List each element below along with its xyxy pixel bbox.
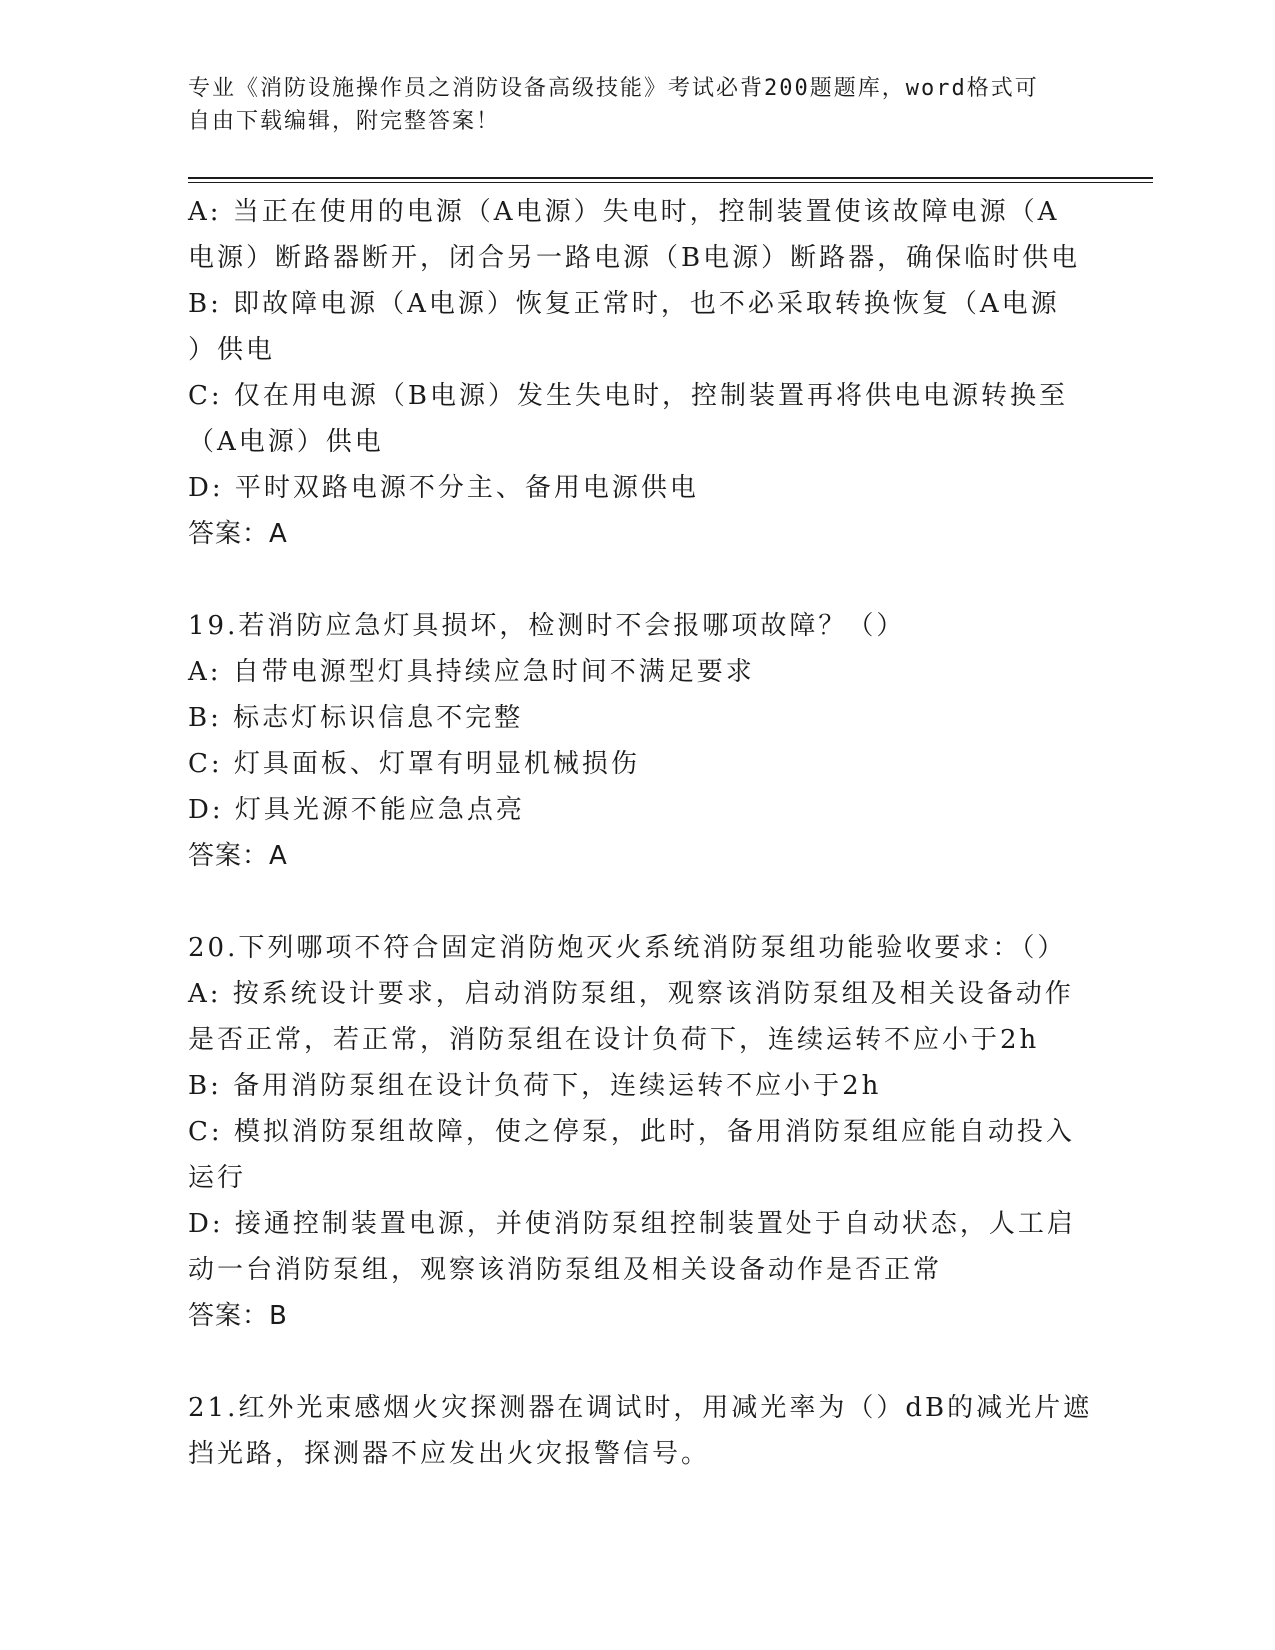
question-21-text-line-1: 21.红外光束感烟火灾探测器在调试时，用减光率为（）dB的减光片遮: [188, 1393, 1093, 1423]
question-20-block: [188, 925, 1088, 1339]
question-21-block: [188, 1385, 1093, 1477]
spacer: [188, 1339, 1088, 1385]
option-a-line-2: 电源）断路器断开，闭合另一路电源（B电源）断路器，确保临时供电: [188, 243, 1081, 273]
option-d-line-2: 动一台消防泵组，观察该消防泵组及相关设备动作是否正常: [188, 1255, 943, 1285]
option-c-line-2: 运行: [188, 1163, 247, 1193]
header-line-1: 专业《消防设施操作员之消防设备高级技能》考试必背200题题库，word格式可: [188, 76, 1039, 101]
option-b: B: 备用消防泵组在设计负荷下，连续运转不应小于2h: [188, 1071, 882, 1101]
option-d: D: 平时双路电源不分主、备用电源供电: [188, 473, 699, 503]
option-d: D: 灯具光源不能应急点亮: [188, 795, 525, 825]
option-a-line-2: 是否正常，若正常，消防泵组在设计负荷下，连续运转不应小于2h: [188, 1025, 1040, 1055]
option-b-line-2: ）供电: [188, 335, 276, 365]
question-list: [188, 189, 1093, 1477]
option-a: A: 自带电源型灯具持续应急时间不满足要求: [188, 657, 755, 687]
question-19-block: [188, 603, 1088, 879]
option-c-line-2: （A电源）供电: [188, 427, 384, 457]
question-18-block: [188, 189, 1088, 557]
option-c-line-1: C: 仅在用电源（B电源）发生失电时，控制装置再将供电电源转换至: [188, 381, 1069, 411]
answer-line: 答案：B: [188, 1301, 288, 1331]
spacer: [188, 557, 1088, 603]
option-d-line-1: D: 接通控制装置电源，并使消防泵组控制装置处于自动状态，人工启: [188, 1209, 1076, 1239]
option-a-line-1: A: 当正在使用的电源（A电源）失电时，控制装置使该故障电源（A: [188, 197, 1060, 227]
option-c: C: 灯具面板、灯罩有明显机械损伤: [188, 749, 640, 779]
spacer: [188, 879, 1088, 925]
option-c-line-1: C: 模拟消防泵组故障，使之停泵，此时，备用消防泵组应能自动投入: [188, 1117, 1075, 1147]
header-divider-thick: [188, 177, 1153, 179]
header-line-2: 自由下载编辑，附完整答案！: [188, 109, 501, 134]
option-b: B: 标志灯标识信息不完整: [188, 703, 524, 733]
question-19-text: 19.若消防应急灯具损坏，检测时不会报哪项故障？（）: [188, 611, 906, 641]
question-20-text: 20.下列哪项不符合固定消防炮灭火系统消防泵组功能验收要求：（）: [188, 933, 1067, 963]
option-b-line-1: B: 即故障电源（A电源）恢复正常时，也不必采取转换恢复（A电源: [188, 289, 1060, 319]
option-a-line-1: A: 按系统设计要求，启动消防泵组，观察该消防泵组及相关设备动作: [188, 979, 1074, 1009]
answer-line: 答案：A: [188, 841, 288, 871]
document-header: [188, 72, 1088, 138]
header-divider-thin: [188, 182, 1153, 183]
answer-line: 答案：A: [188, 519, 288, 549]
question-21-text-line-2: 挡光路，探测器不应发出火灾报警信号。: [188, 1439, 711, 1469]
